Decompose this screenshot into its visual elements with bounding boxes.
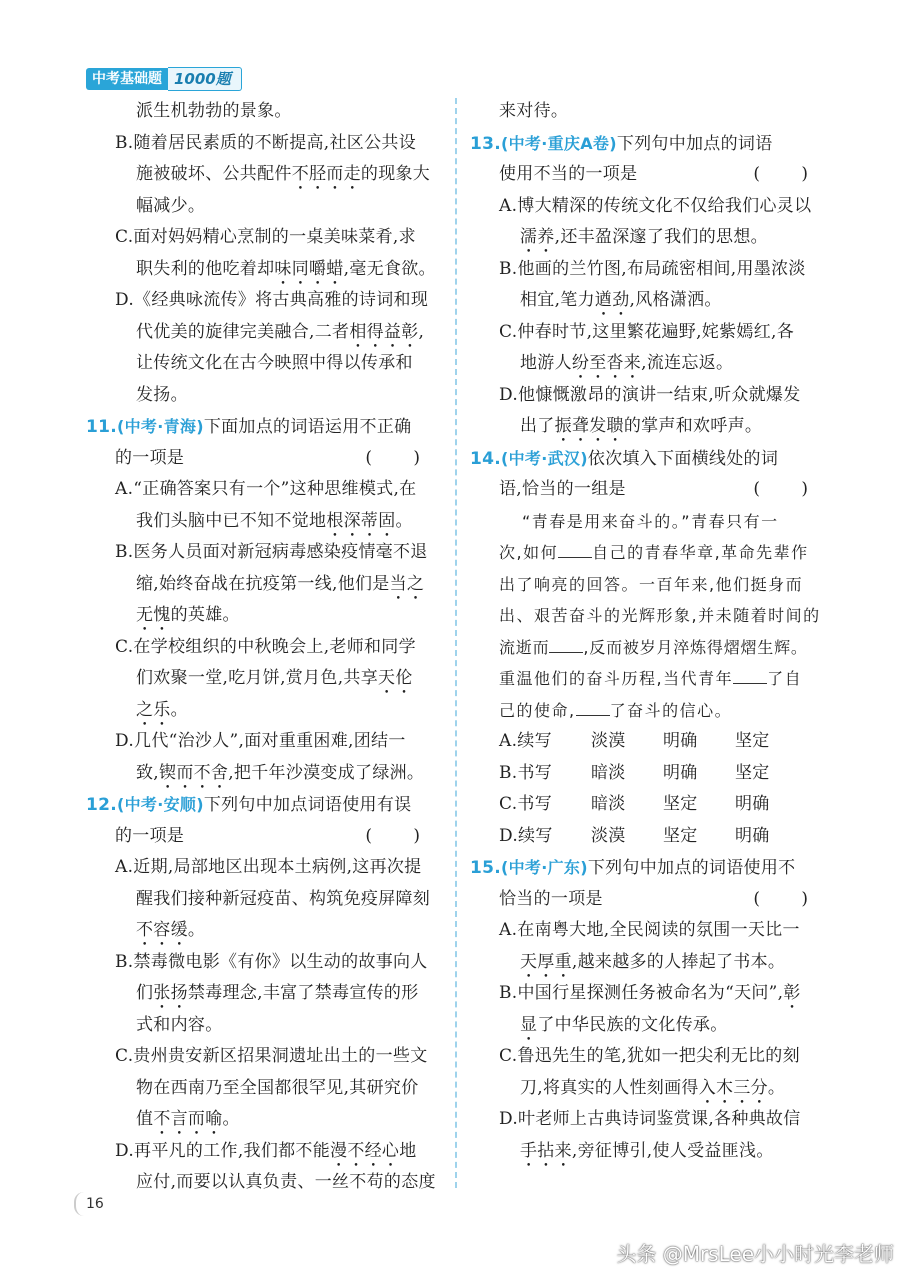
- text-line: 施被破坏、公共配件不胫而走的现象大: [136, 164, 431, 184]
- text-line: 们欢聚一堂,吃月饼,赏月色,共享天伦: [136, 668, 413, 688]
- text-line: 我们头脑中已不知不觉地根深蒂固。: [136, 510, 413, 531]
- page-number: 16: [74, 1196, 104, 1212]
- badge-count: 1000题: [168, 67, 242, 91]
- passage-line: 流逝而 ,反而被岁月淬炼得熠熠生辉。: [470, 632, 834, 664]
- passage-line: 出、艰苦奋斗的光辉形象,并未随着时间的: [499, 606, 821, 625]
- dotted-term: 彰: [783, 983, 801, 1003]
- option-d: D.几代“治沙人”,面对重重困难,团结一: [115, 731, 406, 751]
- text-line: 的一项是 ( ): [86, 443, 446, 475]
- book-series-badge: [86, 68, 242, 90]
- fill-blank: [733, 665, 767, 684]
- text-line: 物在西南乃至全国都很罕见,其研究价: [136, 1077, 419, 1098]
- question-number: 13.: [470, 133, 502, 154]
- dotted-term: 漫不经心: [330, 1140, 400, 1161]
- option-b: B.随着居民素质的不断提高,社区公共设: [115, 132, 416, 153]
- option-row-a: A.续写 淡漠 明确 坚定: [499, 731, 770, 751]
- option-b: B.中国行星探测任务被命名为“天问”,彰: [499, 983, 801, 1003]
- text-line: 显了中华民族的文化传承。: [520, 1014, 728, 1035]
- passage-line: “青春是用来奋斗的。”青春只有一: [522, 511, 779, 531]
- text-line: 濡养,还丰盈深邃了我们的思想。: [520, 227, 768, 247]
- text-line: 幅减少。: [136, 195, 206, 216]
- dotted-term: 不言而喻: [153, 1109, 223, 1129]
- text-line: 出了振聋发聩的掌声和欢呼声。: [520, 416, 763, 436]
- dotted-term: 不胫而走: [291, 164, 361, 184]
- dotted-term: 不容缓: [136, 920, 188, 940]
- column-divider: [455, 98, 457, 1188]
- fill-blank: [576, 697, 610, 716]
- dotted-term: 濡养: [520, 227, 555, 247]
- answer-bracket: ( ): [753, 888, 826, 909]
- question-number: 12.: [86, 795, 118, 815]
- option-c: C.面对妈妈精心烹制的一桌美味菜肴,求: [115, 227, 416, 247]
- question-14-stem: 14.(中考·武汉)依次填入下面横线处的词: [470, 448, 779, 469]
- dotted-term: 手拈来: [520, 1140, 572, 1161]
- badge-label: 中考基础题: [86, 68, 168, 90]
- option-a: A.在南粤大地,全民阅读的氛围一天比一: [499, 920, 800, 940]
- text-line: 手拈来,旁征博引,使人受益匪浅。: [520, 1140, 774, 1161]
- dotted-term: 张扬: [153, 983, 188, 1003]
- option-d: D.他慷慨激昂的演讲一结束,听众就爆发: [499, 384, 801, 405]
- option-a: A.博大精深的传统文化不仅给我们心灵以: [499, 195, 812, 216]
- text-line: 刀,将真实的人性刻画得入木三分。: [520, 1077, 786, 1098]
- text-line: 天厚重,越来越多的人捧起了书本。: [520, 951, 786, 972]
- question-number: 15.: [470, 858, 502, 878]
- question-13-stem: 13.(中考·重庆A卷)下列句中加点的词语: [470, 133, 773, 154]
- text-line: 醒我们接种新冠疫苗、构筑免疫屏障刻: [136, 888, 431, 909]
- option-d: D.叶老师上古典诗词鉴赏课,各种典故信: [499, 1109, 801, 1129]
- text-line: 值不言而喻。: [136, 1109, 240, 1129]
- passage-line: 重温他们的奋斗历程,当代青年 了自: [470, 663, 834, 695]
- passage-line: 己的使命, 了奋斗的信心。: [470, 695, 834, 727]
- left-column: [86, 96, 446, 1199]
- dotted-term: 锲而不舍: [159, 762, 229, 783]
- text-line: 之乐。: [136, 699, 188, 720]
- option-b: B.他画的兰竹图,布局疏密相间,用墨浓淡: [499, 258, 806, 279]
- answer-bracket: ( ): [365, 825, 438, 846]
- answer-bracket: ( ): [365, 447, 438, 468]
- dotted-term: 振聋发聩: [554, 416, 624, 436]
- question-source: (中考·安顺): [117, 795, 204, 814]
- dotted-term: 味同嚼蜡: [274, 258, 344, 279]
- question-number: 11.: [86, 417, 118, 437]
- option-row-d: D.续写 淡漠 坚定 明确: [499, 825, 770, 846]
- passage-line: 次,如何 自己的青春华章,革命先辈作: [470, 537, 834, 569]
- text-line: 代优美的旋律完美融合,二者相得益彰,: [136, 321, 425, 342]
- answer-bracket: ( ): [753, 479, 826, 499]
- option-row-c: C.书写 暗淡 坚定 明确: [499, 794, 770, 814]
- question-15-stem: 15.(中考·广东)下列句中加点的词语使用不: [470, 858, 796, 878]
- text-line: 相宜,笔力遒劲,风格潇洒。: [520, 290, 722, 310]
- dotted-term: 显: [520, 1014, 538, 1035]
- option-d: D.《经典咏流传》将古典高雅的诗词和现: [115, 290, 429, 310]
- fill-blank: [549, 634, 583, 653]
- dotted-term: 遒劲: [594, 290, 630, 310]
- option-b: B.禁毒微电影《有你》以生动的故事向人: [115, 951, 428, 972]
- watermark: 头条 @MrsLee小小时光李老师: [616, 1242, 894, 1266]
- text-line: 不容缓。: [136, 920, 206, 940]
- option-c: C.仲春时节,这里繁花遍野,姹紫嫣红,各: [499, 321, 795, 342]
- question-source: (中考·武汉): [501, 448, 588, 468]
- dotted-term: 入木三分: [698, 1077, 768, 1098]
- option-c: C.鲁迅先生的笔,犹如一把尖利无比的刻: [499, 1046, 800, 1066]
- option-a: A.近期,局部地区出现本土病例,这再次提: [115, 857, 422, 877]
- dotted-term: 当之: [389, 573, 425, 594]
- text-line: 来对待。: [499, 101, 569, 121]
- option-a: A.“正确答案只有一个”这种思维模式,在: [115, 479, 417, 499]
- text-line: 致,锲而不舍,把千年沙漠变成了绿洲。: [136, 762, 425, 783]
- dotted-term: 相得益彰: [349, 321, 419, 342]
- question-11-stem: 11.(中考·青海)下面加点的词语运用不正确: [86, 417, 412, 437]
- text-line: 应付,而要以认真负责、一丝不苟的态度: [136, 1172, 436, 1192]
- option-d: D.再平凡的工作,我们都不能漫不经心地: [115, 1140, 417, 1161]
- option-c: C.贵州贵安新区招果洞遗址出土的一些文: [115, 1046, 428, 1066]
- text-line: 们张扬禁毒理念,丰富了禁毒宣传的形: [136, 983, 419, 1003]
- text-line: 无愧的英雄。: [136, 605, 240, 625]
- question-source: (中考·重庆A卷): [501, 133, 617, 153]
- text-line: 使用不当的一项是 ( ): [470, 159, 834, 191]
- text-line: 派生机勃勃的景象。: [136, 101, 292, 121]
- text-line: 地游人纷至沓来,流连忘返。: [520, 353, 734, 373]
- passage-line: 出了响亮的回答。一百年来,他们挺身而: [499, 574, 804, 594]
- text-line: 式和内容。: [136, 1014, 223, 1035]
- text-line: 职失利的他吃着却味同嚼蜡,毫无食欲。: [136, 258, 436, 279]
- dotted-term: 无愧: [136, 605, 171, 625]
- text-line: 缩,始终奋战在抗疫第一线,他们是当之: [136, 573, 425, 594]
- question-number: 14.: [470, 448, 502, 469]
- dotted-term: 天厚重: [520, 951, 572, 972]
- text-line: 发扬。: [136, 384, 188, 405]
- question-source: (中考·青海): [117, 417, 204, 436]
- option-row-b: B.书写 暗淡 明确 坚定: [499, 762, 770, 783]
- question-source: (中考·广东): [501, 858, 588, 877]
- option-b: B.医务人员面对新冠病毒感染疫情毫不退: [115, 542, 428, 562]
- dotted-term: 天伦: [378, 668, 413, 688]
- text-line: 的一项是 ( ): [86, 821, 446, 853]
- answer-bracket: ( ): [753, 164, 826, 184]
- dotted-term: 之乐: [136, 699, 171, 720]
- dotted-term: 根深蒂固: [326, 510, 396, 531]
- question-12-stem: 12.(中考·安顺)下列句中加点词语使用有误: [86, 795, 412, 815]
- fill-blank: [558, 539, 592, 558]
- text-line: 恰当的一项是 ( ): [470, 884, 834, 916]
- text-line: 语,恰当的一组是 ( ): [470, 474, 834, 506]
- right-column: [470, 96, 834, 1167]
- text-line: 让传统文化在古今映照中得以传承和: [136, 353, 413, 373]
- option-c: C.在学校组织的中秋晚会上,老师和同学: [115, 636, 416, 657]
- dotted-term: 纷至沓来: [571, 353, 642, 373]
